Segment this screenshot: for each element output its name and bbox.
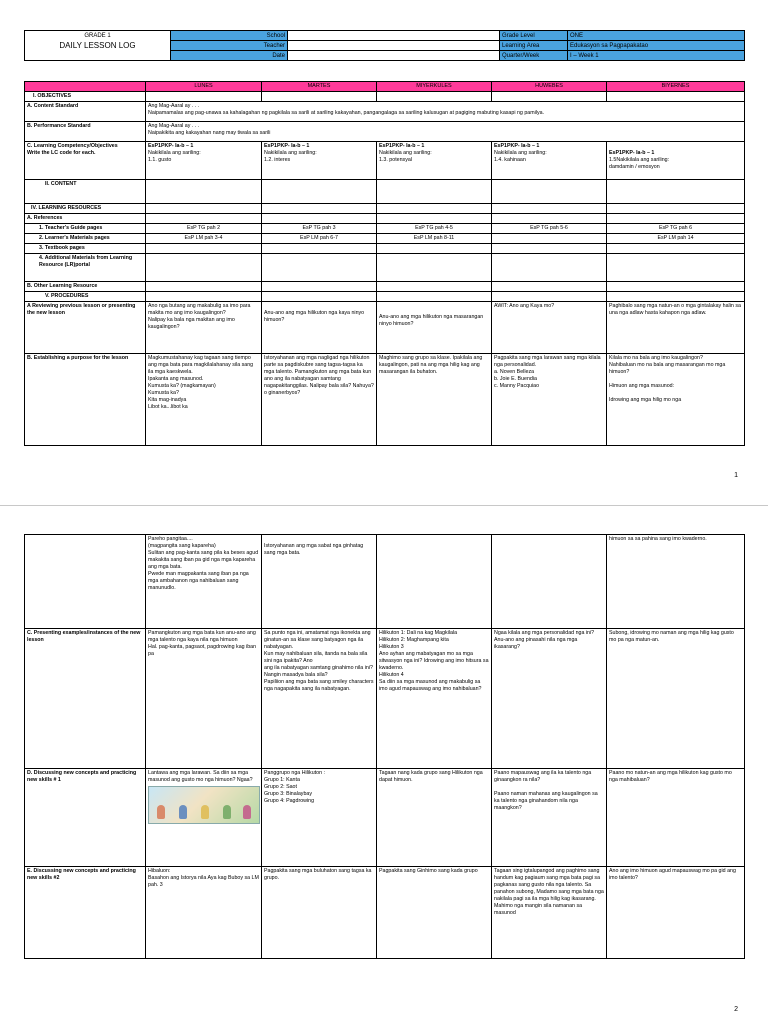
purpose-wednesday: Maghimo sang grupo sa klase. Ipakilala ang kaugalingon, pati na ang mga hilig kag ang masarangan ila buhaton. xyxy=(377,354,492,446)
review-monday: Ano nga butang ang makabulig sa imo para makita mo ang imo kaugalingon? Nalipay ka bala nga makitan ang imo kaugalingon? xyxy=(146,302,262,354)
examples-label: C. Presenting examples/instances of the new lesson xyxy=(25,629,146,769)
school-value[interactable] xyxy=(288,31,500,41)
discuss1-tuesday: Panggrupo nga Hilikuton : Grupo 1: Kanta Grupo 2: Saot Grupo 3: Binalaybay Grupo 4: Pagdrowing xyxy=(262,769,377,867)
competency-tuesday: EsP1PKP- Ia-b – 1 Nakikilala ang sariling: 1.2. interes xyxy=(262,142,377,180)
learning-area-label: Learning Area xyxy=(500,41,568,51)
date-label: Date xyxy=(171,51,288,61)
purpose-thursday: Pagpakita sang mga larawan sang mga kilala nga personalidad. a. Noven Belleza b. Joie E. Buendia c. Manny Pacquiao xyxy=(492,354,607,446)
competency-friday: EsP1PKP- Ia-b – 1 1.5Nakikilala ang sariling: damdamin / emosyon xyxy=(607,142,745,180)
purpose-cont-label xyxy=(25,535,146,629)
grade-level-value: ONE xyxy=(568,31,745,41)
competency-label: C. Learning Competency/Objectives Write the LC code for each. xyxy=(25,142,146,180)
objectives-heading: I. OBJECTIVES xyxy=(25,92,146,102)
review-thursday: AWIT: Ano ang Kaya mo? xyxy=(492,302,607,354)
lm-wednesday: EsP LM pah 8-11 xyxy=(377,234,492,244)
discuss1-monday: Lantawa ang mga larawan. Sa diin sa mga masunod ang gusto mo nga himuon? Ngaa? xyxy=(146,769,262,867)
performance-standard-label: B. Performance Standard xyxy=(25,122,146,142)
tg-friday: EsP TG pah 6 xyxy=(607,224,745,234)
children-activities-image xyxy=(148,786,260,824)
tg-label: 1. Teacher's Guide pages xyxy=(25,224,146,234)
tg-thursday: EsP TG pah 5-6 xyxy=(492,224,607,234)
content-standard-text: Ang Mag-Aaral ay . . . Naipamamalas ang pag-unawa sa kahalagahan ng pagkilala sa sarili at sariling kakayahan, pangangalaga sa sariling kalusugan at pagiging mabuting kasapi ng pamilya. xyxy=(146,102,745,122)
discuss1-thursday: Paano mapauswag ang ila ka talento nga ginaangkon ra nila? Paano naman mahanas ang kaugalingon sa ka talento nga ginahandom nila nga maangkon? xyxy=(492,769,607,867)
purpose-cont-friday: himuon sa sa pahina sang imo kwaderno. xyxy=(607,535,745,629)
lesson-table-page-1 xyxy=(24,81,745,446)
references-label: A. References xyxy=(25,214,146,224)
lm-monday: EsP LM pah 3-4 xyxy=(146,234,262,244)
header-table xyxy=(24,30,745,61)
teacher-value[interactable] xyxy=(288,41,500,51)
day-monday: LUNES xyxy=(146,82,262,92)
content-standard-label: A. Content Standard xyxy=(25,102,146,122)
discuss1-friday: Paano mo natun-an ang mga hilikuton kag gusto mo nga mahibaluan? xyxy=(607,769,745,867)
content-heading: II. CONTENT xyxy=(25,180,146,204)
review-label: A Reviewing previous lesson or presenting the new lesson xyxy=(25,302,146,354)
page-number-1: 1 xyxy=(734,472,738,479)
resources-heading: IV. LEARNING RESOURCES xyxy=(25,204,146,214)
teacher-label: Teacher xyxy=(171,41,288,51)
examples-thursday: Ngaa kilala ang mga personalidad nga ini? Anu-ano ang pinasahi nila nga mga ikasarang? xyxy=(492,629,607,769)
discuss2-label: E. Discussing new concepts and practicing new skills #2 xyxy=(25,867,146,959)
discuss2-monday: Hibaluon: Basahon ang Istorya nila Aya kag Buboy sa LM pah. 3 xyxy=(146,867,262,959)
school-label: School xyxy=(171,31,288,41)
textbook-label: 3. Textbook pages xyxy=(25,244,146,254)
page-2 xyxy=(0,505,768,1025)
competency-wednesday: EsP1PKP- Ia-b – 1 Nakikilala ang sariling: 1.3. potensyal xyxy=(377,142,492,180)
review-tuesday: Anu-ano ang mga hilikuton nga kaya ninyo himuon? xyxy=(262,302,377,354)
discuss2-tuesday: Pagpakita sang mga buluhaton sang tagsa ka grupo. xyxy=(262,867,377,959)
purpose-cont-tuesday: Istoryahanan ang mga sabat nga ginhatag sang mga bata. xyxy=(262,535,377,629)
day-thursday: HUWEBES xyxy=(492,82,607,92)
quarter-value: I – Week 1 xyxy=(568,51,745,61)
lesson-table-page-2 xyxy=(24,534,745,959)
tg-wednesday: EsP TG pah 4-5 xyxy=(377,224,492,234)
tg-tuesday: EsP TG pah 3 xyxy=(262,224,377,234)
grade-label: GRADE 1 xyxy=(25,31,171,41)
review-wednesday: Anu-ano ang mga hilikuton nga masarangan ninyo himuon? xyxy=(377,302,492,354)
discuss1-wednesday: Tagaan nang kada grupo sang Hilikuton nga dapat himuon. xyxy=(377,769,492,867)
lm-thursday xyxy=(492,234,607,244)
day-tuesday: MARTES xyxy=(262,82,377,92)
review-friday: Paghibalo sang mga natun-an o mga gintalakay halin sa una nga adlaw hasta kahapon nga adlaw. xyxy=(607,302,745,354)
examples-tuesday: Sa punto nga ini, amatamat nga ikonekta ang ginatun-an sa klase sang batyagon nga ila nabatyagan. Kun may nahibaluan sila, itanda na bala sila sini nga ipakita? Ano ang ila nabatyagan samtang ginahimo nila ini? Nangin masadya bala sila? Papiliion ang mga bata sang smiley characters nga nagapakita sang ila nabatyagan. xyxy=(262,629,377,769)
doc-title: DAILY LESSON LOG xyxy=(25,41,171,51)
purpose-cont-monday: Pareho pangitaa.... (magpangita sang kapareha) Sulitan ang pag-kanta sang pila ka beses agud makakita sang iban pa gid nga mga kapareha ang mga bata. Pwede man magpakanta sang iban pa nga mga ambahanon nga nahibaluan sang manunudlo. xyxy=(146,535,262,629)
competency-monday: EsP1PKP- Ia-b – 1 Nakikilala ang sariling: 1.1. gusto xyxy=(146,142,262,180)
page-number-2: 2 xyxy=(734,1006,738,1013)
lm-friday: EsP LM pah 14 xyxy=(607,234,745,244)
discuss2-thursday: Tagaan sing igtalupangod ang paghimo sang handum kag pagiaum sang mga bata pagi sa pagkanas sang gusto nila nga talento. Sa panahon subong, Madamo sang mga bata nga nakilala pagi sa ila mga hilig kag ikasarang. Mahimo nga mangin sila namanan sa masunod xyxy=(492,867,607,959)
date-value[interactable] xyxy=(288,51,500,61)
examples-friday: Subong, idrowing mo naman ang mga hilig kag gusto mo pa nga matun-an. xyxy=(607,629,745,769)
purpose-cont-thursday xyxy=(492,535,607,629)
day-friday: BIYERNES xyxy=(607,82,745,92)
discuss1-label: D. Discussing new concepts and practicing new skills # 1 xyxy=(25,769,146,867)
discuss2-friday: Ano ang imo himuon agud mapauswag mo pa gid ang imo talento? xyxy=(607,867,745,959)
lm-label: 2. Learner's Materials pages xyxy=(25,234,146,244)
page-1 xyxy=(0,0,768,505)
examples-monday: Pamangkuton ang mga bata kun anu-ano ang mga talento nga kaya nila nga himuon Hal. pag-kanta, pagsaot, pagdrowing kag iban pa xyxy=(146,629,262,769)
purpose-friday: Kilala mo na bala ang imo kaugalingon? Nahibaluan mo na bala ang masarangan mo mga himuon? Himuon ang mga masunod: Idrowing ang mga hilig mo nga xyxy=(607,354,745,446)
lm-tuesday: EsP LM pah 6-7 xyxy=(262,234,377,244)
examples-wednesday: Hilikuton 1: Dali na kag Magkilala Hilikuton 2: Maghampang kita Hilikuton 3 Ano ayhan ang mabatyagan mo sa mga sitwasyon nga ini? Idrowing ang imo hitsura sa kwaderno. Hilikuton 4 Sa diin sa mga masunod ang makabulig sa imo agud mapauswag ang imo nahibaluan? xyxy=(377,629,492,769)
purpose-label: B. Establishing a purpose for the lesson xyxy=(25,354,146,446)
other-resource-label: B. Other Learning Resource xyxy=(25,282,146,292)
procedures-heading: V. PROCEDURES xyxy=(25,292,146,302)
corner-cell xyxy=(25,82,146,92)
performance-standard-text: Ang Mag-Aaral ay . . . Naipakikita ang kakayahan nang may tiwala sa sarili xyxy=(146,122,745,142)
purpose-cont-wednesday xyxy=(377,535,492,629)
additional-materials-label: 4. Additional Materials from Learning Resource (LR)portal xyxy=(25,254,146,282)
purpose-monday: Magkumustahanay kag tagaan sang tiempo ang mga bata para magkilalahanay sila sang ila mga kaeskwela. Ipakanta ang masunod. Kumusta ka? (magkamayan) Kumusta ka? Kita mag-inadya Libot ka...libot ka xyxy=(146,354,262,446)
day-wednesday: MIYERKULES xyxy=(377,82,492,92)
competency-thursday: EsP1PKP- Ia-b – 1 Nakikilala ang sariling: 1.4. kahinaan xyxy=(492,142,607,180)
title-spacer xyxy=(25,51,171,61)
learning-area-value: Edukasyon sa Pagpapakatao xyxy=(568,41,745,51)
discuss2-wednesday: Pagpakita sang Ginhimo sang kada grupo xyxy=(377,867,492,959)
grade-level-label: Grade Level xyxy=(500,31,568,41)
tg-monday: EsP TG pah 2 xyxy=(146,224,262,234)
quarter-label: Quarter/Week xyxy=(500,51,568,61)
purpose-tuesday: Istoryahanan ang mga nagligad nga hilikuton parte sa pagdiskubre sang tagsa-tagsa ka mga talento. Pamangkuton ang mga bata kun ano ang ila nabatyagan samtang nagapakitanggilas. Nalipay bala sila? Nahuya? o ginanerbyos? xyxy=(262,354,377,446)
